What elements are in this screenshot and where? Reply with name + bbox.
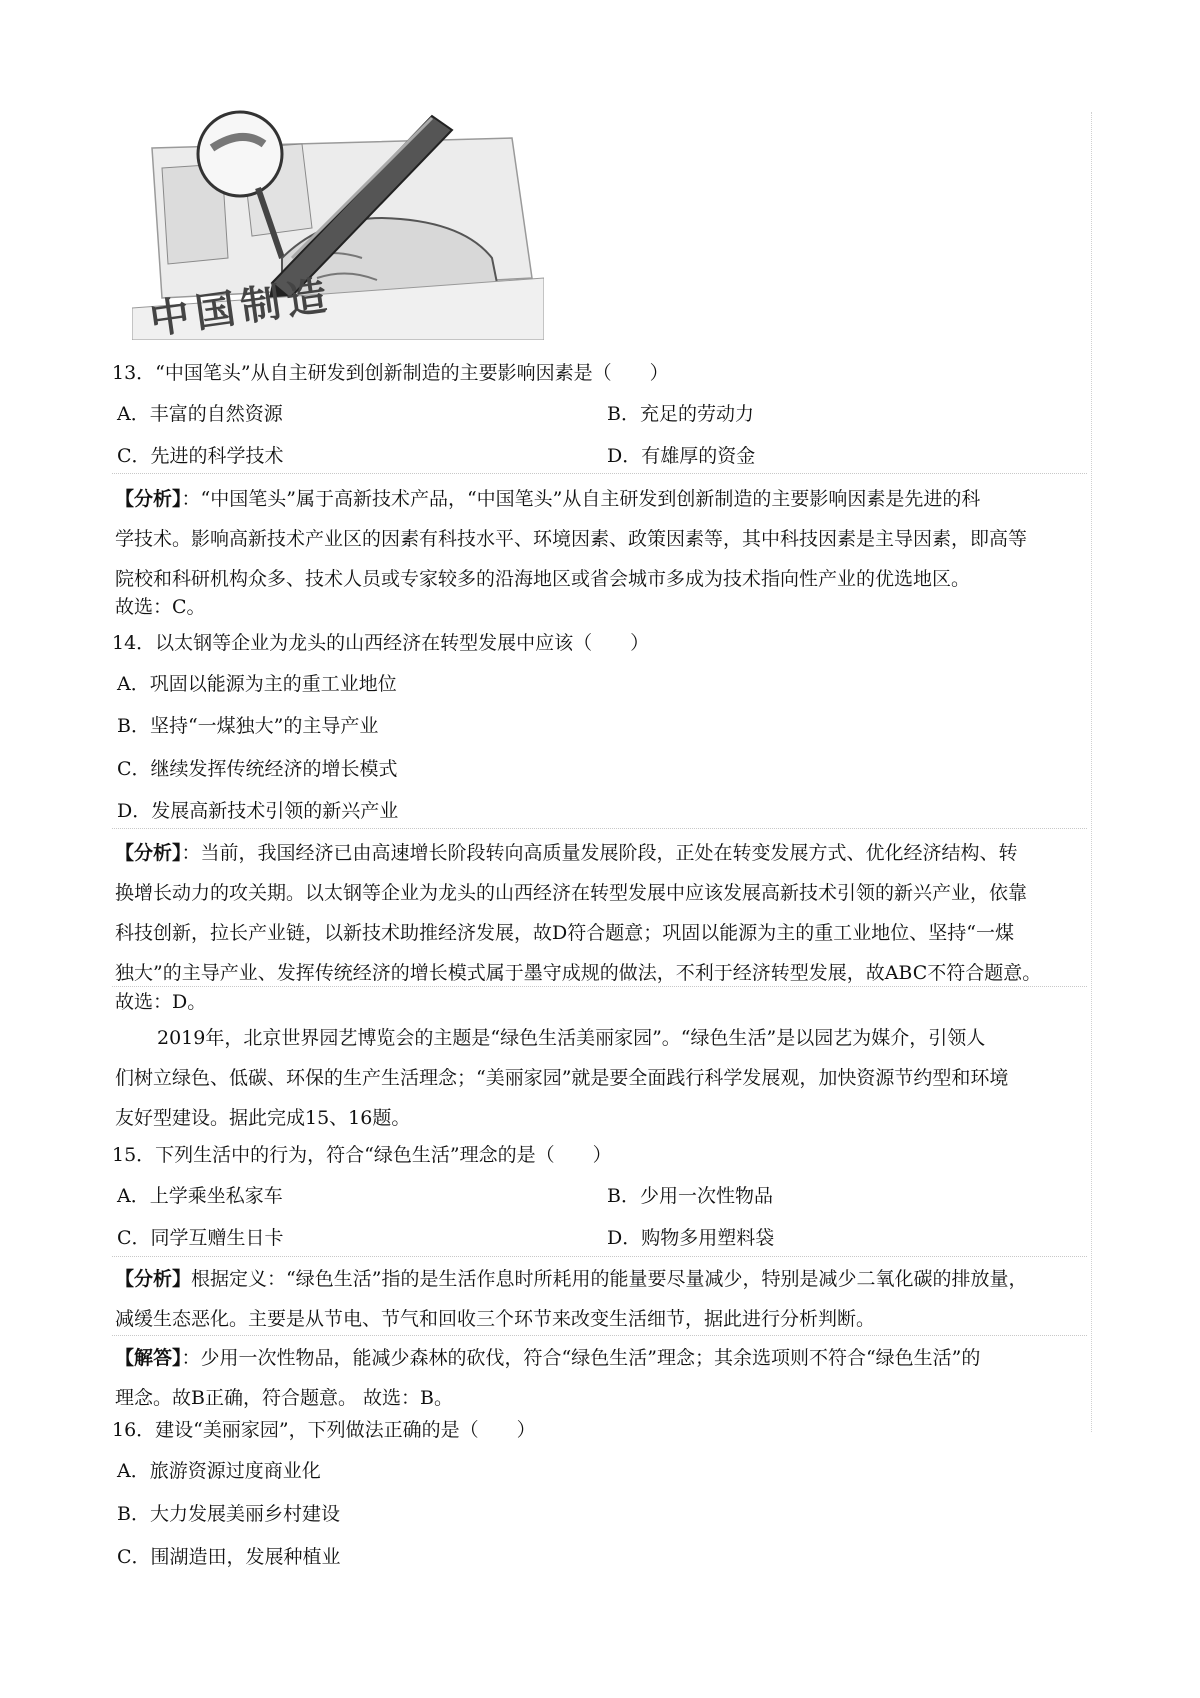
- analysis-label: 【分析】: [115, 1268, 192, 1290]
- q13-option-d: D．有雄厚的资金: [607, 445, 756, 467]
- q13-answer: 故选：C。: [115, 596, 206, 618]
- analysis-text: ：当前，我国经济已由高速增长阶段转向高质量发展阶段，正处在转变发展方式、优化经济结构、转: [181, 842, 1018, 864]
- q13-option-a: A．丰富的自然资源: [117, 403, 283, 425]
- analysis-text: 科技创新，拉长产业链，以新技术助推经济发展，故D符合题意；巩固以能源为主的重工业地位、坚持“一煤: [115, 922, 1014, 944]
- analysis-text: 学技术。影响高新技术产业区的因素有科技水平、环境因素、政策因素等，其中科技因素是主导因素，即高等: [115, 528, 1028, 550]
- q13-option-c: C．先进的科学技术: [117, 445, 284, 467]
- solution-text: 理念。故B正确，符合题意。 故选：B。: [115, 1387, 453, 1409]
- divider: [112, 473, 1087, 474]
- q15-option-d: D．购物多用塑料袋: [607, 1227, 775, 1249]
- analysis-label: 【分析】: [115, 842, 182, 864]
- q14-answer: 故选：D。: [115, 991, 207, 1013]
- right-margin-rule: [1091, 112, 1092, 1432]
- q14-option-d: D．发展高新技术引领的新兴产业: [117, 800, 399, 822]
- question-15: 15．下列生活中的行为，符合“绿色生活”理念的是（ ）: [112, 1144, 612, 1166]
- divider: [112, 1335, 1087, 1336]
- q13-option-b: B．充足的劳动力: [607, 403, 754, 425]
- q16-option-a: A．旅游资源过度商业化: [117, 1460, 321, 1482]
- divider: [112, 1256, 1087, 1257]
- question-13: 13．“中国笔头”从自主研发到创新制造的主要影响因素是（ ）: [112, 362, 669, 384]
- q15-option-a: A．上学乘坐私家车: [117, 1185, 283, 1207]
- intro-line: 友好型建设。据此完成15、16题。: [115, 1107, 411, 1129]
- figure-caption: 中国制造: [146, 272, 336, 344]
- q14-analysis: [115, 833, 1075, 993]
- analysis-text: ：“中国笔头”属于高新技术产品，“中国笔头”从自主研发到创新制造的主要影响因素是先进的科: [181, 488, 981, 510]
- divider: [112, 828, 1087, 829]
- q14-option-b: B．坚持“一煤独大”的主导产业: [117, 715, 379, 737]
- analysis-text: 减缓生态恶化。主要是从节电、节气和回收三个环节来改变生活细节，据此进行分析判断。: [115, 1308, 876, 1330]
- solution-text: ：少用一次性物品，能减少森林的砍伐，符合“绿色生活”理念；其余选项则不符合“绿色生活”的: [181, 1347, 981, 1369]
- intro-line: 们树立绿色、低碳、环保的生产生活理念；“美丽家园”就是要全面践行科学发展观，加快资源节约型和环境: [115, 1067, 1009, 1089]
- q16-option-b: B．大力发展美丽乡村建设: [117, 1503, 340, 1525]
- q15-option-b: B．少用一次性物品: [607, 1185, 773, 1207]
- divider: [112, 986, 1087, 987]
- analysis-text: 根据定义：“绿色生活”指的是生活作息时所耗用的能量要尽量减少，特别是减少二氧化碳的排放量，: [191, 1268, 1028, 1290]
- q15-option-c: C．同学互赠生日卡: [117, 1227, 284, 1249]
- q14-option-c: C．继续发挥传统经济的增长模式: [117, 758, 398, 780]
- q15-analysis: [115, 1259, 1075, 1339]
- analysis-text: 独大”的主导产业、发挥传统经济的增长模式属于墨守成规的做法，不利于经济转型发展，故ABC不符合题意。: [115, 962, 1042, 984]
- question-16: 16．建设“美丽家园”，下列做法正确的是（ ）: [112, 1419, 536, 1441]
- intro-line: 2019年，北京世界园艺博览会的主题是“绿色生活美丽家园”。“绿色生活”是以园艺为媒介，引领人: [157, 1027, 986, 1049]
- analysis-text: 换增长动力的攻关期。以太钢等企业为龙头的山西经济在转型发展中应该发展高新技术引领的新兴产业，依靠: [115, 882, 1028, 904]
- intro-passage: [115, 1018, 1075, 1138]
- q14-option-a: A．巩固以能源为主的重工业地位: [117, 673, 397, 695]
- q15-solution: [115, 1338, 1075, 1418]
- question-14: 14．以太钢等企业为龙头的山西经济在转型发展中应该（ ）: [112, 632, 650, 654]
- q13-analysis: [115, 479, 1075, 599]
- analysis-text: 院校和科研机构众多、技术人员或专家较多的沿海地区或省会城市多成为技术指向性产业的优选地区。: [115, 568, 971, 590]
- solution-label: 【解答】: [115, 1347, 182, 1369]
- q16-option-c: C．围湖造田，发展种植业: [117, 1546, 341, 1568]
- analysis-label: 【分析】: [115, 488, 182, 510]
